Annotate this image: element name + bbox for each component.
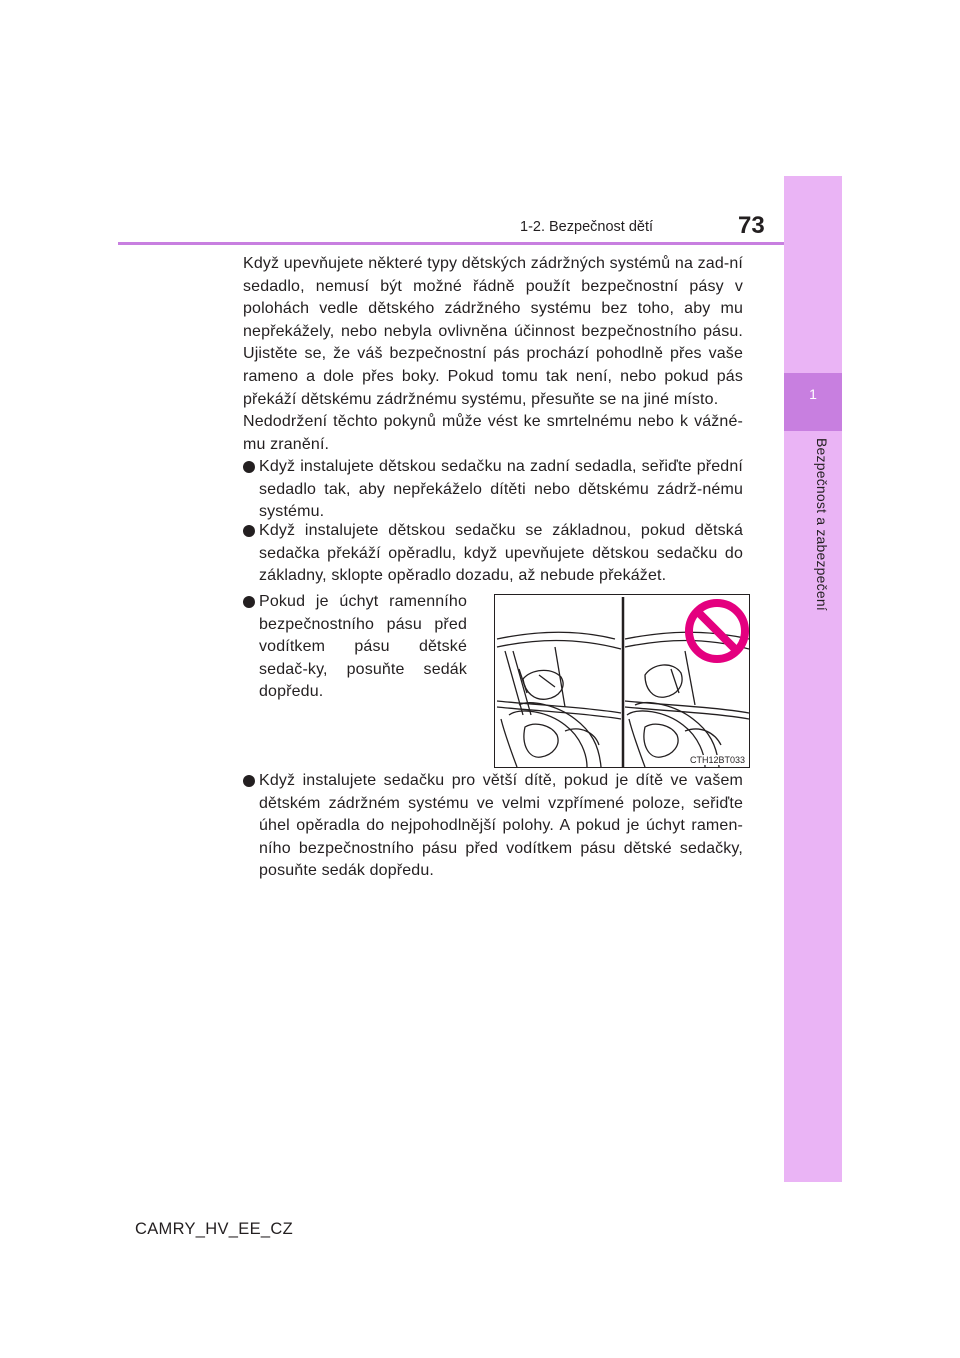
- bullet-item: [243, 770, 743, 883]
- model-code-footer: CAMRY_HV_EE_CZ: [135, 1220, 293, 1238]
- page-number: 73: [738, 212, 765, 239]
- bullet-dot-icon: [243, 525, 255, 537]
- bullet-text: Pokud je úchyt ramenního bezpečnostního pásu před vodítkem pásu dětské sedač-ky, posuňte sedák dopředu.: [259, 593, 467, 701]
- warning-paragraph: Když upevňujete některé typy dětských zádržných systémů na zad-ní sedadlo, nemusí být možné řádně použít bezpečnostní pásy v polohách vedle dětského zádržného systému bez toho, aby mu nepřekážely, nebo nebyla ovlivněna účinnost bezpečnostního pásu. Ujistěte se, že váš bezpečnostní pás prochází pohodlně přes vaše rameno a dole přes boky. Pokud tomu tak není, nebo pokud pás překáží dětskému zádržnému systému, přesuňte se na jiné místo.: [243, 255, 743, 408]
- child-seat-illustration: [494, 594, 750, 768]
- warning-consequence-paragraph: Nedodržení těchto pokynů může vést ke smrtelnému nebo k vážné-mu zranění.: [243, 413, 743, 453]
- bullet-text: Když instalujete dětskou sedačku se základnou, pokud dětská sedačka překáží opěradlu, když upevňujete dětskou sedačku do základny, sklopte opěradlo dozadu, až nebude překážet.: [259, 522, 743, 585]
- header-divider: [118, 242, 784, 245]
- chapter-title: Bezpečnost a zabezpečení: [814, 438, 830, 611]
- section-title: 1-2. Bezpečnost dětí: [520, 219, 653, 235]
- left-panel-car-interior: [497, 632, 621, 767]
- bullet-text: Když instalujete dětskou sedačku na zadní sedadla, seřiďte přední sedadlo tak, aby nepřekáželo dítěti nebo dětskému zádrž-nému systému.: [259, 458, 743, 521]
- bullet-item: [243, 591, 467, 704]
- prohibition-sign: [689, 603, 745, 659]
- chapter-side-tab: [784, 176, 842, 1182]
- bullet-item: [243, 520, 743, 588]
- bullet-dot-icon: [243, 461, 255, 473]
- seat-belt-illustration-svg: [495, 595, 750, 768]
- figure-code: CTH12BT033: [689, 755, 745, 765]
- bullet-dot-icon: [243, 596, 255, 608]
- bullet-text: Když instalujete sedačku pro větší dítě, pokud je dítě ve vašem dětském zádržném systému ve velmi vzpřímené poloze, seřiďte úhel opěradla do nejpohodlnější polohy. A pokud je úchyt ramen-ního bezpečnostního pásu před vodítkem pásu dětské sedačky, posuňte sedák dopředu.: [259, 772, 743, 880]
- bullet-item: [243, 456, 743, 524]
- chapter-number: 1: [809, 386, 817, 402]
- bullet-dot-icon: [243, 775, 255, 787]
- chapter-number-block: [784, 373, 842, 431]
